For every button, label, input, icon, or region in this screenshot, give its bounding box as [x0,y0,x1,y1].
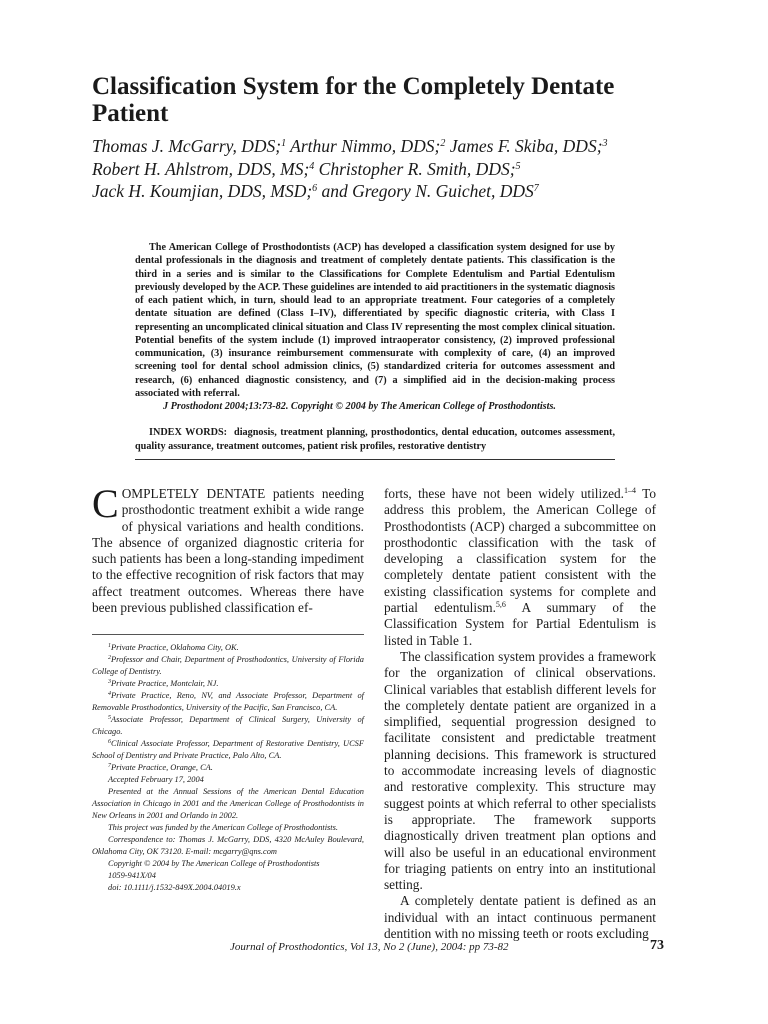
page-number: 73 [650,938,664,953]
footnote-text: Accepted February 17, 2004 [108,775,204,784]
intro-paragraph [92,481,364,616]
footnote-text: Private Practice, Oklahoma City, OK. [111,643,239,652]
footnote-mark: 3 [108,679,111,685]
footnote [92,882,364,894]
body-paragraph: A completely dentate patient is defined as an individual with an intact continuous permanent dentition with no missing teeth or roots excluding [384,893,656,942]
footnote-text: Copyright © 2004 by The American College of Prosthodontists [108,859,320,868]
footnote [92,858,364,870]
body-column-right [384,486,656,942]
index-words-text: diagnosis, treatment planning, prosthodontics, dental education, outcomes assessment, quality assurance, treatment outcomes, patient risk profiles, restorative dentistry [135,427,616,452]
index-words-paragraph [135,426,615,454]
footnote-text: 1059-941X/04 [108,871,156,880]
author-line-3 [92,180,692,203]
footnote [92,678,364,690]
footnote-text: Private Practice, Montclair, NJ. [111,679,219,688]
author-affiliation-mark: 2 [440,138,446,149]
body-text: To address this problem, the American College of Prosthodontists (ACP) charged a subcommittee on prosthodontic classification with the task of developing a classification system for the completely dentate patient consistent with the existing classification systems for complete and partial edentulism. [384,486,656,616]
footnote-text: doi: 10.1111/j.1532-849X.2004.04019.x [108,883,241,892]
intro-lead-in: OMPLETELY DENTATE [121,486,266,501]
footnote-text: Presented at the Annual Sessions of the American Dental Education Association in Chicago in 2001 and the American College of Prosthodontists in New Orleans in 2001 and Orlando in 2002. [92,787,364,820]
footnote [92,774,364,786]
index-words [135,426,615,454]
footnote-mark: 6 [108,739,111,745]
footnote [92,738,364,762]
body-text: A summary of the Classification System for Partial Edentulism is listed in Table 1. [384,600,656,648]
footnote-text: Private Practice, Reno, NV, and Associate Professor, Department of Removable Prosthodontics, University of the Pacific, San Francisco, CA. [92,691,364,712]
index-words-label: INDEX WORDS: [149,427,228,438]
author-name: Jack H. Koumjian, DDS, MSD; [92,181,313,201]
footnote [92,714,364,738]
author-affiliation-mark: 4 [309,160,315,172]
footnote [92,654,364,678]
author-affiliation-mark: 1 [281,138,287,149]
footnote [92,642,364,654]
reference-mark: 1–4 [623,486,636,495]
footnote [92,834,364,858]
author-name: James F. Skiba, DDS; [445,136,603,156]
footnote-text: Professor and Chair, Department of Prosthodontics, University of Florida College of Dentistry. [92,655,364,676]
footnote [92,870,364,882]
footnote [92,690,364,714]
author-affiliation-mark: 3 [602,138,608,149]
abstract-divider [135,459,615,460]
footnote-text: This project was funded by the American College of Prosthodontists. [108,823,338,832]
author-name: Christopher R. Smith, DDS; [314,158,516,179]
body-paragraph [384,486,656,649]
body-text: forts, these have not been widely utilized. [384,486,624,501]
footnote-text: Clinical Associate Professor, Department of Restorative Dentistry, UCSF School of Dentistry and Private Practice, Palo Alto, CA. [92,739,364,760]
footnote-text: Associate Professor, Department of Clinical Surgery, University of Chicago. [92,715,364,736]
author-line-2 [92,158,692,181]
footnote-mark: 4 [108,691,111,697]
author-affiliation-mark: 6 [312,183,318,194]
abstract [135,241,615,413]
author-name: Thomas J. McGarry, DDS; [92,136,282,156]
footnote-mark: 7 [108,763,111,769]
author-name: Arthur Nimmo, DDS; [286,136,441,156]
footnote-mark: 2 [108,655,111,661]
body-paragraph: The classification system provides a framework for the organization of clinical observations. Clinical variables that establish different levels for the completely dentate patient are organized in a simplified, sequential progression designed to facilitate consistent and predictable treatment planning decisions. This framework is structured to accommodate increasing levels of diagnostic and restorative complexity. This structure may suggest points at which referral to other specialists is appropriate. The framework supports diagnostically driven treatment plan options and will also be useful in an educational environment for triaging patients on entry into an institutional setting. [384,648,656,893]
author-affiliation-mark: 7 [533,183,539,194]
abstract-text: The American College of Prosthodontists (ACP) has developed a classification system designed for use by dental professionals in the diagnosis and treatment of completely dentate patients. This classification is the third in a series and is similar to the Classifications for Complete Edentulism and Partial Edentulism previously developed by the ACP. These guidelines are intended to aid practitioners in the systematic diagnosis of each patient which, in turn, should lead to an appropriate treatment. Four categories of a completely dentate situation are defined (Class I–IV), differentiated by specific diagnostic criteria, with Class I representing an uncomplicated clinical situation and Class IV representing the most complex clinical situation. Potential benefits of the system include (1) improved intraoperator consistency, (2) improved professional communication, (3) insurance reimbursement commensurate with complexity of care, (4) an improved screening tool for dental school admission clinics, (5) standardized criteria for outcomes assessment and research, (6) enhanced diagnostic consistency, and (7) a simplified aid in the decision-making process associated with referral. [135,242,615,399]
footnote-mark: 5 [108,715,111,721]
intro-text: patients needing prosthodontic treatment exhibit a wide range of physical variations and health conditions. The absence of organized diagnostic criteria for such patients has been a long-standing impediment to the effective recognition of risk factors that may affect treatment outcomes. Whereas there have been previous published classification ef- [92,486,364,616]
footnote-mark: 1 [108,643,111,649]
author-name: Robert H. Ahlstrom, DDS, MS; [92,158,310,179]
footnote-text: Private Practice, Orange, CA. [111,763,213,772]
abstract-citation: J Prosthodont 2004;13:73-82. Copyright © 2004 by The American College of Prosthodontists. [163,401,556,412]
footnote-divider [92,634,364,635]
author-name: and Gregory N. Guichet, DDS [317,181,534,201]
author-affiliation-mark: 5 [515,160,521,172]
footnotes [92,642,364,894]
author-line-1 [92,135,692,158]
footnote [92,822,364,834]
footnote [92,786,364,822]
drop-cap: C [92,481,119,526]
footnote [92,762,364,774]
author-list [92,135,692,203]
body-column-left [92,481,364,616]
article-title: Classification System for the Completely Dentate Patient [92,73,615,127]
reference-mark: 5,6 [495,600,506,610]
journal-footer: Journal of Prosthodontics, Vol 13, No 2 (June), 2004: pp 73-82 [230,941,509,953]
footnote-text: Correspondence to: Thomas J. McGarry, DDS, 4320 McAuley Boulevard, Oklahoma City, OK 73120. E-mail: mcgarry@qns.com [92,835,364,856]
